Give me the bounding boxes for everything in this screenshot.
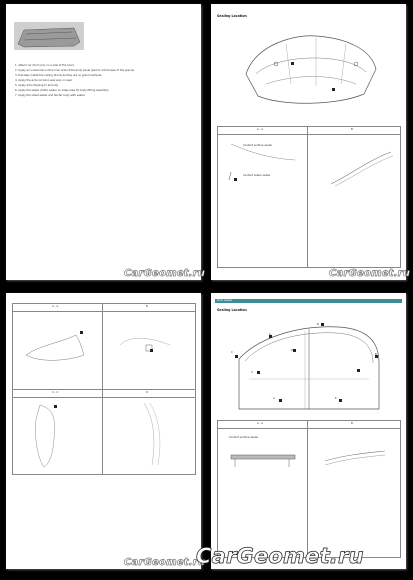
table-header-line-2 (12, 397, 195, 398)
page-3 (6, 293, 206, 569)
table-mid-line (12, 389, 195, 390)
table-header-line (217, 428, 400, 429)
table-divider (102, 303, 103, 474)
step-7: 7. Apply the sheet sealer and fender body with sealer. (15, 94, 86, 97)
watermark: CarGeomet.ru (329, 268, 411, 279)
mark-b: B (317, 323, 319, 326)
note-2: Contact sealer sealer (243, 174, 271, 177)
step-6: 6. Apply the sealer (both) sealer on sides area for body fitting assembly. (15, 89, 109, 92)
door-diagram (229, 319, 389, 419)
step-4: 4. Apply the anti-corrosion wax wax on seal. (15, 79, 73, 82)
page-title: Sealing Location (217, 14, 247, 18)
note-1: Contact surface sealer (243, 144, 273, 147)
mark-a2: A (273, 397, 275, 400)
section-a-drawing (225, 441, 305, 481)
section-c-drawing (20, 399, 100, 469)
col-b-header: B (351, 128, 353, 131)
page-4 (211, 293, 406, 569)
watermark: CarGeomet.ru (124, 268, 206, 279)
section-bar (215, 299, 402, 303)
hood-illustration (14, 22, 84, 50)
section-a-drawing (225, 140, 305, 190)
hood-diagram (236, 24, 386, 114)
col-b-header: B (146, 305, 148, 308)
section-a-drawing (20, 315, 100, 385)
section-b-drawing (321, 144, 401, 194)
mark-b2: B (375, 353, 377, 356)
col-d-header: D (146, 391, 148, 394)
col-a-header: A - A (257, 422, 264, 425)
section-b-drawing (110, 315, 190, 385)
table-header-line-1 (12, 311, 195, 312)
table-header-line (217, 134, 400, 135)
mark-c2: C (251, 371, 253, 374)
mark-e: E (335, 397, 337, 400)
col-a-header: A - A (52, 305, 59, 308)
watermark: CarGeomet.ru (124, 557, 206, 568)
col-b-header: B (351, 422, 353, 425)
table-divider (307, 420, 308, 557)
step-1: 1. Attach car (from pin) on a side of the hood. (15, 64, 75, 67)
col-a-header: A - A (257, 128, 264, 131)
page-1 (6, 4, 206, 280)
mark-d: D (291, 349, 293, 352)
section-b-drawing (315, 441, 395, 481)
table-divider (307, 126, 308, 267)
mark-c: C (231, 351, 233, 354)
section-d-drawing (110, 399, 190, 469)
page-2 (211, 4, 411, 280)
col-c-header: C - C (52, 391, 59, 394)
mark-a: A (269, 333, 271, 336)
page-title: Sealing Location (217, 308, 247, 312)
main-watermark: CarGeomet.ru (196, 544, 364, 568)
step-3: 3. Precisely install the ceiling (front) as they are on grand surfaces. (15, 74, 103, 77)
note: Contact surface sealer (229, 436, 259, 439)
section-bar-label: Door sealer (217, 299, 232, 302)
step-2: 2. Apply an undercoat on the inner side of the body panel (pad to a thickness of the grains). (15, 69, 135, 72)
step-5: 5. Apply anti-chipping to all body. (15, 84, 59, 87)
